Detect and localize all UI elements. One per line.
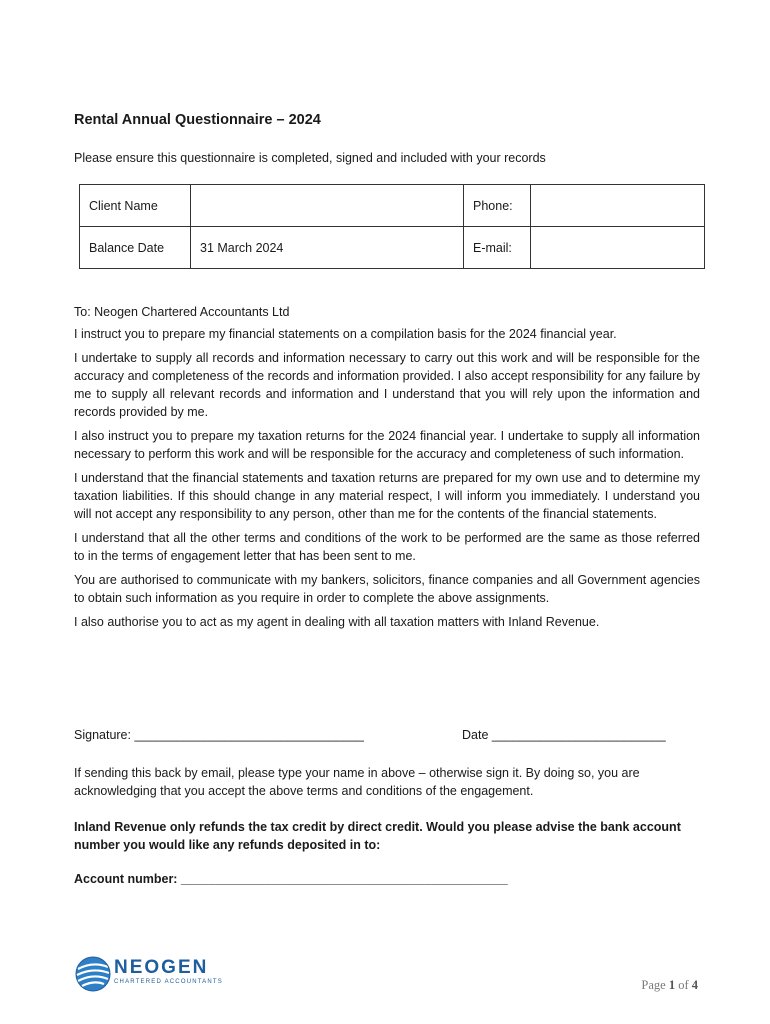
balance-date-field[interactable]: 31 March 2024 bbox=[191, 227, 464, 269]
paragraph: I understand that the financial statements and taxation returns are prepared for my own use and to determine my taxation liabilities. If this should change in any material respect, I will inform you immediately. I understand you will not accept any responsibility to any person, other than me for the contents of the financial statements. bbox=[74, 471, 700, 521]
table-row bbox=[80, 185, 705, 227]
paragraph: I instruct you to prepare my financial statements on a compilation basis for the 2024 financial year. bbox=[74, 327, 617, 341]
page-total: 4 bbox=[691, 978, 698, 992]
paragraph: I also instruct you to prepare my taxation returns for the 2024 financial year. I undertake to supply all information necessary to perform this work and will be responsible for the accuracy and completeness of such information. bbox=[74, 429, 700, 461]
balance-date-label: Balance Date bbox=[80, 227, 191, 269]
table-row bbox=[80, 227, 705, 269]
paragraph: I also authorise you to act as my agent in dealing with all taxation matters with Inland Revenue. bbox=[74, 615, 600, 629]
neogen-logo bbox=[74, 955, 234, 995]
paragraph: I undertake to supply all records and information necessary to carry out this work and will be responsible for the accuracy and completeness of the records and information provided. I also accept responsibility for any failure by me to supply all relevant records and information and I understand that you will rely upon the information and records provided by me. bbox=[74, 351, 700, 419]
page-number bbox=[641, 978, 698, 993]
email-label: E-mail: bbox=[464, 227, 531, 269]
intro-text: Please ensure this questionnaire is completed, signed and included with your records bbox=[74, 151, 546, 165]
client-info-table bbox=[79, 184, 705, 269]
logo-subtitle: CHARTERED ACCOUNTANTS bbox=[114, 979, 223, 985]
account-number-field[interactable]: Account number: _______________________________________________ bbox=[74, 872, 508, 886]
client-name-label: Client Name bbox=[80, 185, 191, 227]
client-name-field[interactable] bbox=[191, 185, 464, 227]
refund-note: Inland Revenue only refunds the tax credit by direct credit. Would you please advise the bank account number you would like any refunds deposited in to: bbox=[74, 820, 681, 852]
globe-icon bbox=[74, 955, 112, 993]
date-field[interactable]: Date _________________________ bbox=[462, 728, 666, 742]
email-note: If sending this back by email, please type your name in above – otherwise sign it. By doing so, you are acknowledging that you accept the above terms and conditions of the engagement. bbox=[74, 766, 640, 798]
signature-field[interactable]: Signature: _________________________________ bbox=[74, 728, 364, 742]
paragraph: You are authorised to communicate with my bankers, solicitors, finance companies and all Government agencies to obtain such information as you require in order to complete the above assignments. bbox=[74, 573, 700, 605]
addressee: To: Neogen Chartered Accountants Ltd bbox=[74, 305, 290, 319]
email-field[interactable] bbox=[531, 227, 705, 269]
phone-field[interactable] bbox=[531, 185, 705, 227]
page-current: 1 bbox=[668, 978, 676, 992]
page-prefix: Page bbox=[641, 978, 666, 992]
phone-label: Phone: bbox=[464, 185, 531, 227]
page-of: of bbox=[678, 978, 689, 992]
paragraph: I understand that all the other terms and conditions of the work to be performed are the same as those referred to in the terms of engagement letter that has been sent to me. bbox=[74, 531, 700, 563]
document-title: Rental Annual Questionnaire – 2024 bbox=[74, 112, 321, 128]
engagement-body bbox=[74, 303, 700, 637]
logo-brand: NEOGEN bbox=[114, 957, 209, 978]
